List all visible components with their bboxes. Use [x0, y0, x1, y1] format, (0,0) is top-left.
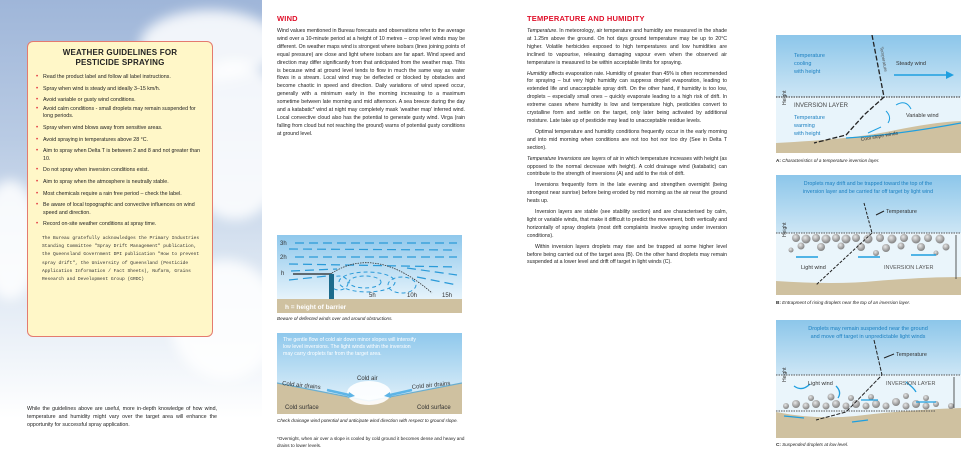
svg-text:Temperature: Temperature [879, 46, 889, 73]
svg-text:Droplets may remain suspended: Droplets may remain suspended near the ground and move off target in unpredictable light winds [808, 326, 928, 340]
temperature-body [527, 28, 727, 270]
guideline-item: • Avoid variable or gusty wind conditions. [36, 97, 204, 105]
figure-c-suspended-droplets [776, 320, 961, 438]
svg-text:h = height of barrier: h = height of barrier [285, 304, 347, 311]
inversions-paragraph [527, 156, 727, 180]
svg-text:Height: Height [782, 90, 788, 105]
guideline-item: • Read the product label and follow all label instructions. [36, 74, 204, 82]
guideline-item: • Do not spray when inversion conditions exist. [36, 167, 204, 175]
guideline-item: • Avoid spraying in temperatures above 28 °C. [36, 137, 204, 145]
barrier-wind-figure [277, 235, 462, 313]
guideline-item: • Avoid calm conditions - small droplets may remain suspended for long periods. [36, 106, 204, 121]
humidity-paragraph [527, 71, 727, 126]
svg-text:Cold air: Cold air [357, 376, 378, 382]
svg-text:Temperature: Temperature [896, 352, 927, 358]
temperature-lead: Temperature [527, 28, 557, 34]
figure-a-caption-lead: A: [776, 158, 781, 163]
weather-guidelines-box [27, 41, 213, 337]
humidity-text: affects evaporation rate. Humidity of greater than 45% is often recommended for spraying – but very high humidity can suppress droplet evaporation, leading to extended life and unacceptable spray drift. On the other hand, if humidity is too low, droplets – especially small ones – quickly evaporate leading to a high risk of drift. In extreme cases where humidity is low and temperature high, pesticides convert to crystalline form and settle on the target, only later being activated by additional moisture. Late take up of pesticide may lead to unacceptable residue levels. [527, 70, 727, 124]
svg-text:Cold surface: Cold surface [285, 405, 319, 411]
figure-b-caption-text: Entrapment of rising droplets near the top of an inversion layer. [782, 300, 911, 305]
inversion-stability-paragraph: Inversion layers are stable (see stability section) and are characterised by calm, light or variable winds, that make it difficult to predict the movement, both vertically and horizontally of spray droplets (most drift complaints involve spraying under inversion conditions). [527, 209, 727, 239]
inversion-formation-paragraph: Inversions frequently form in the late evening and strengthen overnight (being strongest near sunrise) before being eroded by mid morning as the air near the ground heats up. [527, 182, 727, 205]
svg-text:Droplets may drift and be trap: Droplets may drift and be trapped toward the top of the inversion layer and be carried far off target by light wind [802, 181, 934, 195]
guideline-item: • Aim to spray when the atmosphere is neutrally stable. [36, 179, 204, 187]
guideline-item: • Spray when wind blows away from sensitive areas. [36, 125, 204, 133]
figure-b-caption [776, 300, 961, 307]
guideline-item: • Spray when wind is steady and ideally 3–15 km/h. [36, 86, 204, 94]
wind-heading: WIND [277, 14, 298, 23]
svg-text:INVERSION LAYER: INVERSION LAYER [884, 265, 934, 271]
guidelines-list [36, 74, 204, 229]
svg-text:5h: 5h [369, 293, 376, 299]
svg-text:INVERSION LAYER: INVERSION LAYER [886, 381, 936, 387]
svg-text:Cold surface: Cold surface [417, 405, 451, 411]
inversions-lead: Temperature Inversions [527, 155, 582, 162]
barrier-caption: Beware of deflected winds over and around obstructions. [277, 316, 393, 321]
svg-text:Cold air drains: Cold air drains [281, 381, 321, 392]
temperature-heading: TEMPERATURE AND HUMIDITY [527, 14, 645, 23]
svg-text:h: h [281, 271, 285, 277]
acknowledgement-text: The Bureau gratefully acknowledges the Primary Industries Standing Committee "Spray Drift Management" publication, the Queensland Government DPI publication "How to prevent spray drift", the University of Queensland (Pesticide Application Information / Fact Sheets), Nufarm, Grains Research and Development Group (GRDC) [42, 235, 200, 282]
svg-text:2h: 2h [280, 255, 287, 261]
figure-c-caption-lead: C: [776, 442, 781, 447]
figure-b-caption-lead: B: [776, 300, 781, 305]
svg-text:Light wind: Light wind [808, 381, 833, 387]
figure-b-droplet-entrapment [776, 175, 961, 295]
svg-text:3h: 3h [280, 241, 287, 247]
figure-a-inversion-characteristics [776, 35, 961, 153]
guideline-item: • Most chemicals require a rain free period – check the label. [36, 191, 204, 199]
svg-text:Cold air drains: Cold air drains [411, 380, 451, 391]
svg-text:10h: 10h [407, 293, 418, 299]
guideline-item: • Aim to spray when Delta T is between 2 and 8 and not greater than 10. [36, 148, 204, 163]
svg-text:Height: Height [782, 367, 788, 382]
cold-air-drainage-figure [277, 333, 462, 414]
wind-body: Wind values mentioned in Bureau forecasts and observations refer to the average wind over a 10-minute period at a height of 10 metres – crop level winds may be different. On weather maps wind is strongest where isobars (lines joining points of equal pressure) are close and light where isobars are far apart. Wind speed and direction may differ significantly from that anticipated from the weather map. This is because wind at ground level tends to flow in much the same way as water flows in a stream. Local wind may be deflected or blocked by obstacles and become chaotic in speed and direction. Daily variations of wind speed occur, generally with a minimum early in the morning increasing to a maximum sometime between late morning and mid afternoon. A sea breeze during the day and a katabatic* wind at night may completely mask ‘weather map’ inferred wind. Local convective cloud also has the potential to generate gusty wind. Virga (rain falling from cloud but not reaching the ground) warns of potential gusty conditions at ground level. [277, 28, 465, 137]
svg-text:Temperaturewarmingwith height: Temperature warming with height [794, 115, 825, 137]
svg-text:Temperaturecoolingwith height: Temperature cooling with height [794, 53, 825, 75]
figure-c-caption [776, 442, 961, 449]
svg-text:Cool slope winds: Cool slope winds [860, 130, 899, 143]
guidelines-title [36, 48, 204, 68]
intro-paragraph: While the guidelines above are useful, more in-depth knowledge of how wind, temperature and humidity might vary over the target area will enhance the opportunity for successful spray application. [27, 406, 217, 428]
guideline-item: • Be aware of local topographic and convective influences on wind speed and direction. [36, 202, 204, 217]
svg-text:Variable wind: Variable wind [906, 113, 939, 119]
svg-text:Light wind: Light wind [801, 265, 826, 271]
inversions-text: are layers of air in which temperature increases with height (as opposed to the normal decrease with height). A cold drainage wind (katabatic) can contribute to the strength of inversions (A) and add to the risk of drift. [527, 155, 727, 178]
figure-a-caption-text: Characteristics of a temperature inversion layer. [782, 158, 880, 163]
figure-c-caption-text: Suspended droplets at low level. [782, 442, 849, 447]
guidelines-title-line2: PESTICIDE SPRAYING [75, 58, 165, 67]
svg-text:15h: 15h [442, 293, 453, 299]
optimal-paragraph: Optimal temperature and humidity conditions frequently occur in the early morning and into mid morning when conditions are not too hot nor too dry (See in Delta T section). [527, 128, 727, 151]
svg-text:INVERSION LAYER: INVERSION LAYER [794, 103, 848, 109]
guidelines-title-line1: WEATHER GUIDELINES FOR [62, 48, 178, 57]
droplet-trapping-paragraph: Within inversion layers droplets may rise and be trapped at some higher level before being carried out of the target area (B). On the other hand droplets may remain suspended at a lower level and drift off target in light winds (C). [527, 243, 727, 266]
guideline-item: • Record on-site weather conditions at spray time. [36, 221, 204, 229]
svg-text:The gentle flow of cold air do: The gentle flow of cold air down minor slopes will intensify low level inversions. The light winds within the inversion may carry droplets far from the target area. [283, 337, 416, 357]
svg-text:Steady wind: Steady wind [896, 61, 926, 67]
drainage-caption: Check drainage wind potential and anticipate wind direction with respect to ground slope. [277, 418, 458, 423]
temperature-paragraph [527, 28, 727, 68]
temperature-text: . In meteorology, air temperature and humidity are measured in the shade at 1.25m above the ground. On hot days ground temperature may be up to 20°C higher. Volatile herbicides exposed to high temperatures and low humidities are inclined to vapourise, releasing damaging vapour even when the observed air temperature is measured to be within acceptable limits for spraying. [527, 28, 727, 66]
figure-a-caption [776, 158, 961, 165]
svg-text:Temperature: Temperature [886, 209, 917, 215]
katabatic-footnote: *Overnight, when air over a slope is cooled by cold ground it becomes dense and heavy and drains to lower levels. [277, 436, 465, 448]
humidity-lead: Humidity [527, 70, 548, 77]
svg-text:Height: Height [782, 222, 788, 237]
